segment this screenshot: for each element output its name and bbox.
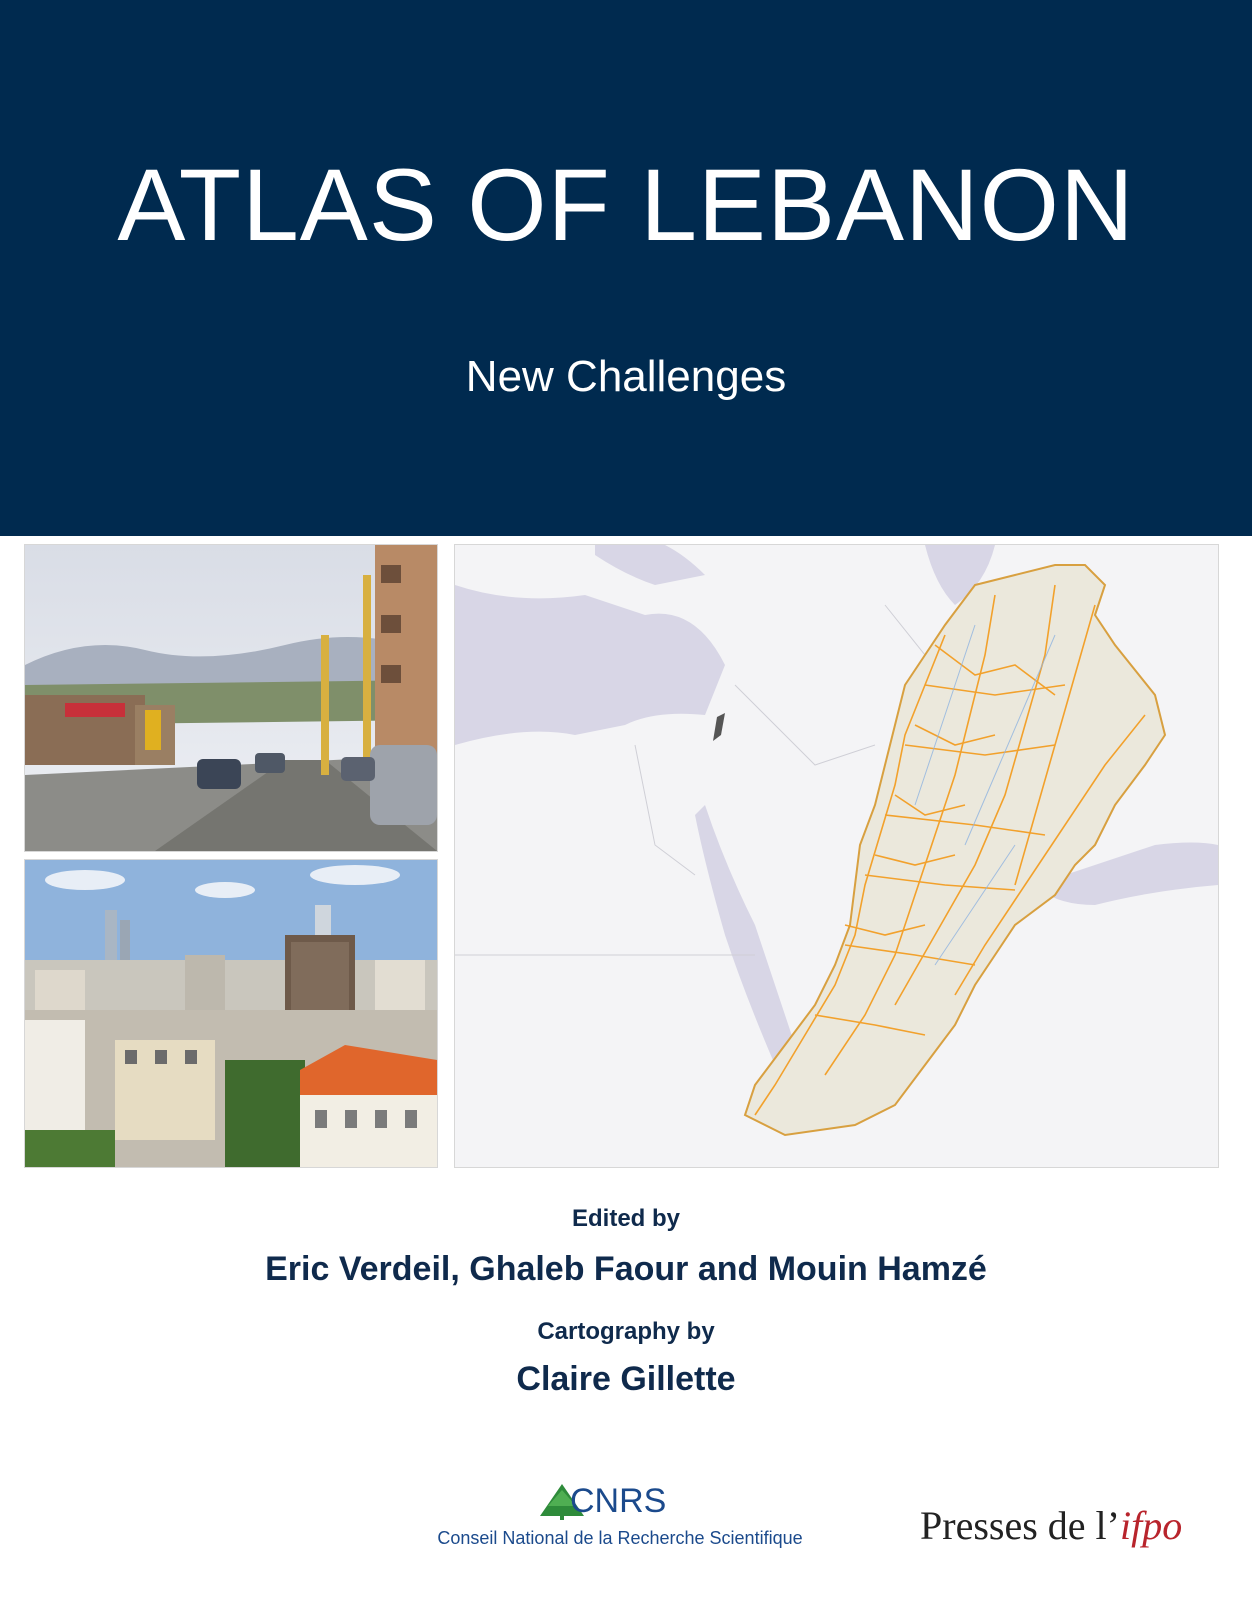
- ifpo-prefix: Presses de l’: [920, 1503, 1120, 1548]
- cartography-by-label: Cartography by: [537, 1318, 715, 1345]
- cnrs-logo-text: CNRS: [570, 1482, 667, 1520]
- book-title: ATLAS OF LEBANON: [117, 148, 1135, 262]
- ifpo-publisher-logo: [920, 1502, 1220, 1549]
- title-banner: [0, 0, 1252, 536]
- city-skyline-photo: [24, 859, 438, 1168]
- book-subtitle: New Challenges: [465, 352, 787, 401]
- lebanon-road-map: [454, 544, 1219, 1168]
- cnrs-full-name: Conseil National de la Recherche Scientifique: [437, 1528, 803, 1548]
- editors-names: Eric Verdeil, Ghaleb Faour and Mouin Hamzé: [265, 1250, 987, 1288]
- edited-by-label: Edited by: [571, 1205, 680, 1232]
- street-photo: [24, 544, 438, 852]
- cartographer-name: Claire Gillette: [516, 1360, 736, 1398]
- ifpo-mark: ifpo: [1119, 1503, 1183, 1548]
- cnrs-logo: [538, 1476, 698, 1522]
